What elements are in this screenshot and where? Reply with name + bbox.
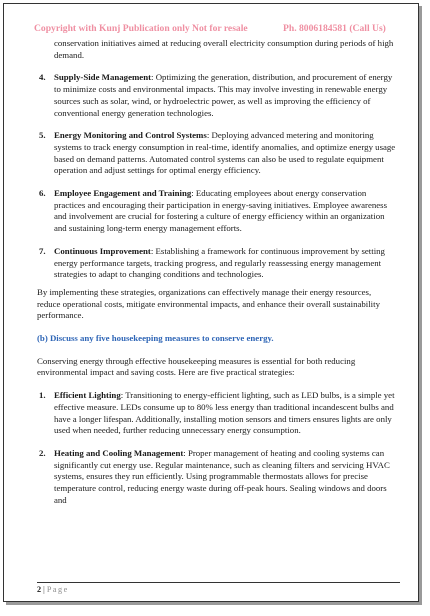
item-heading: Heating and Cooling Management <box>54 447 184 458</box>
item-separator: : <box>120 390 126 401</box>
list-item <box>37 188 396 235</box>
intro-paragraph: Conserving energy through effective housekeeping measures is essential for both reducing environmental impact and saving costs. Here are five practical strategies: <box>37 355 356 378</box>
item-text: Optimizing the generation, distribution, and procurement of energy to minimize costs and environmental impacts. This may involve investing in renewable energy sources such as solar, wind, or hydroelectric power, as well as improving the efficiency of conventional energy generation technologies. <box>54 72 393 118</box>
item-number: 4. <box>39 72 46 83</box>
page-header <box>34 23 404 34</box>
item-number: 2. <box>39 447 46 458</box>
item-text: Deploying advanced metering and monitoring systems to track energy consumption in real-time, identify anomalies, and optimize energy usage based on demand patterns. Automated control systems can also be used to regulate equipment operation and adjust settings for optimal energy efficiency. <box>54 130 396 176</box>
item-heading: Supply-Side Management <box>54 72 152 83</box>
list-item <box>37 390 396 437</box>
item-separator: : <box>150 245 156 256</box>
item-separator: : <box>183 447 188 458</box>
footer-separator: | <box>41 585 47 594</box>
continuation-text: conservation initiatives aimed at reducing overall electricity consumption during periods of high demand. <box>54 38 394 60</box>
document-body <box>37 38 396 507</box>
item-separator: : <box>206 130 212 141</box>
page-footer <box>37 582 400 594</box>
item-separator: : <box>191 188 196 199</box>
item-separator: : <box>151 72 156 83</box>
item-number: 5. <box>39 130 46 141</box>
item-number: 1. <box>39 390 46 401</box>
item-text: Establishing a framework for continuous improvement by setting energy performance targets, tracking progress, and regularly reassessing energy management strategies to adapt to changing conditions and technologies. <box>54 245 385 280</box>
item-heading: Continuous Improvement <box>54 245 151 256</box>
list-item <box>37 130 396 177</box>
item-text: Transitioning to energy-efficient lighting, such as LED bulbs, is a simple yet effective measure. LEDs consume up to 80% less energy than traditional incandescent bulbs and have a longer lifespan. Additionally, installing motion sensors and timers ensures lights are only used when needed, further reducing unnecessary energy consumption. <box>54 390 395 436</box>
section-heading: (b) Discuss any five housekeeping measures to conserve energy. <box>37 333 274 344</box>
list-item <box>37 246 396 281</box>
item-text: Educating employees about energy conservation practices and encouraging their participation in energy-saving initiatives. Employee awareness and involvement are crucial for fostering a culture of energy efficiency within an organization and sustaining long-term energy management efforts. <box>54 188 388 234</box>
item-number: 7. <box>39 245 46 256</box>
list-item <box>37 448 396 507</box>
list-item <box>37 72 396 119</box>
summary-paragraph: By implementing these strategies, organizations can effectively manage their energy resources, reduce operational costs, mitigate environmental impacts, and enhance their overall sustainability performance. <box>37 286 380 321</box>
page-number: 2 <box>37 585 42 594</box>
copyright-notice: Copyright with Kunj Publication only Not for resale <box>34 23 248 34</box>
page-label: Page <box>46 585 69 594</box>
contact-phone: Ph. 8006184581 (Call Us) <box>283 23 386 34</box>
item-text: Proper management of heating and cooling systems can significantly cut energy use. Regular maintenance, such as cleaning filters and servicing HVAC systems, ensures they run efficiently. Using programmable thermostats allows for precise temperature control, reducing energy waste during off-peak hours. Sealing windows and doors and <box>54 447 390 505</box>
item-number: 6. <box>39 188 46 199</box>
item-heading: Employee Engagement and Training <box>54 188 192 199</box>
item-heading: Energy Monitoring and Control Systems <box>54 130 207 141</box>
item-heading: Efficient Lighting <box>54 390 121 401</box>
